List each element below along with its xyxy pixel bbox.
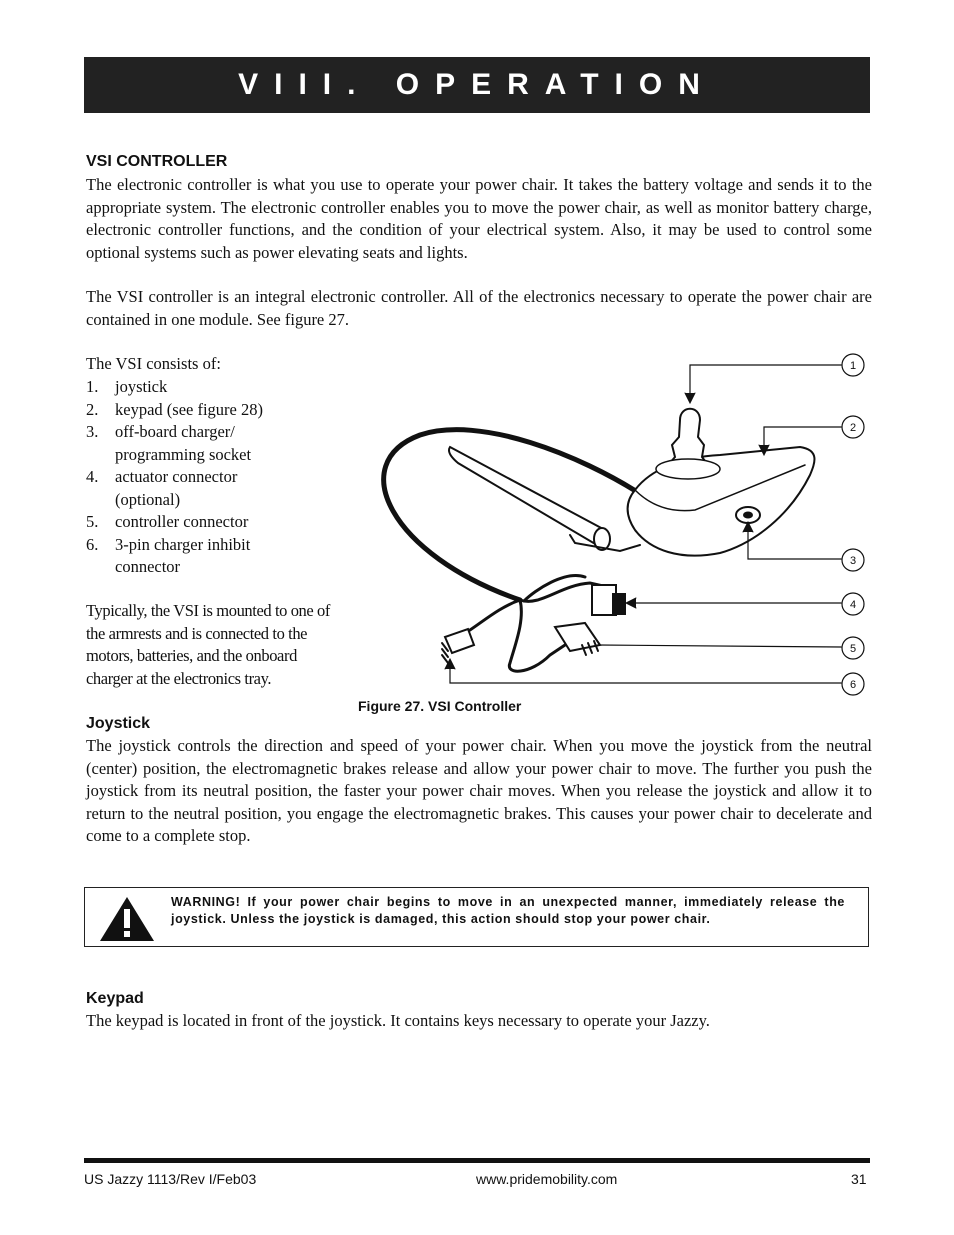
warning-text: WARNING! If your power chair begins to move in an unexpected manner, immediately release the joystick. Unless the joystick is damaged, this action should stop your power chair. [171,895,845,926]
page-number: 31 [851,1171,867,1187]
footer-website: www.pridemobility.com [476,1171,618,1187]
list-item: 6. 3-pin charger inhibit connector [86,534,251,576]
keypad-heading: Keypad [86,990,144,1007]
vsi-integral-paragraph: The VSI controller is an integral electronic controller. All of the electronics necessary to operate the power chair are contained in one module. See figure 27. [86,287,872,329]
warning-triangle-icon [99,896,155,942]
figure-caption: Figure 27. VSI Controller [358,698,522,714]
vsi-components-list [86,376,346,579]
list-item: 5. controller connector [86,512,249,531]
callout-1-label: 1 [849,360,857,372]
callout-2-label: 2 [849,422,857,434]
list-item: 4. actuator connector (optional) [86,467,238,509]
keypad-paragraph: The keypad is located in front of the joystick. It contains keys necessary to operate your Jazzy. [86,1011,710,1030]
callout-5-label: 5 [849,643,857,655]
warning-box [84,887,869,947]
vsi-mounting-paragraph: Typically, the VSI is mounted to one of the armrests and is connected to the motors, batteries, and the onboard charger at the electronics tray. [86,601,331,688]
vsi-intro-paragraph: The electronic controller is what you use to operate your power chair. It takes the battery voltage and sends it to the appropriate system. The electronic controller enables you to move the power chair, as well as monitor battery charge, electronic controller functions, and the condition of your electrical system. Also, it may be used to control some optional systems such as power elevating seats and lights. [86,175,872,262]
list-item: 1. joystick [86,377,168,396]
vsi-controller-illustration [350,345,880,700]
list-item: 2. keypad (see figure 28) [86,399,263,419]
footer-rule [84,1158,870,1163]
vsi-list-intro: The VSI consists of: [86,354,221,373]
callout-4-label: 4 [849,599,857,611]
callout-6-label: 6 [849,679,857,691]
callout-3-label: 3 [849,555,857,567]
joystick-heading: Joystick [86,715,151,732]
footer-document-id: US Jazzy 1113/Rev I/Feb03 [84,1171,257,1187]
list-item: 3. off-board charger/ programming socket [86,422,252,464]
section-title: VIII. OPERATION [238,68,716,101]
vsi-controller-heading: VSI CONTROLLER [86,153,228,170]
joystick-paragraph: The joystick controls the direction and speed of your power chair. When you move the joystick from the neutral (center) position, the electromagnetic brakes release and allow your power chair to move. The further you push the joystick from its neutral position, the faster your power chair moves. When you release the joystick and allow it to return to the neutral position, you engage the electromagnetic brakes. This causes your power chair to decelerate and come to a complete stop. [86,736,872,845]
section-banner [84,57,870,113]
